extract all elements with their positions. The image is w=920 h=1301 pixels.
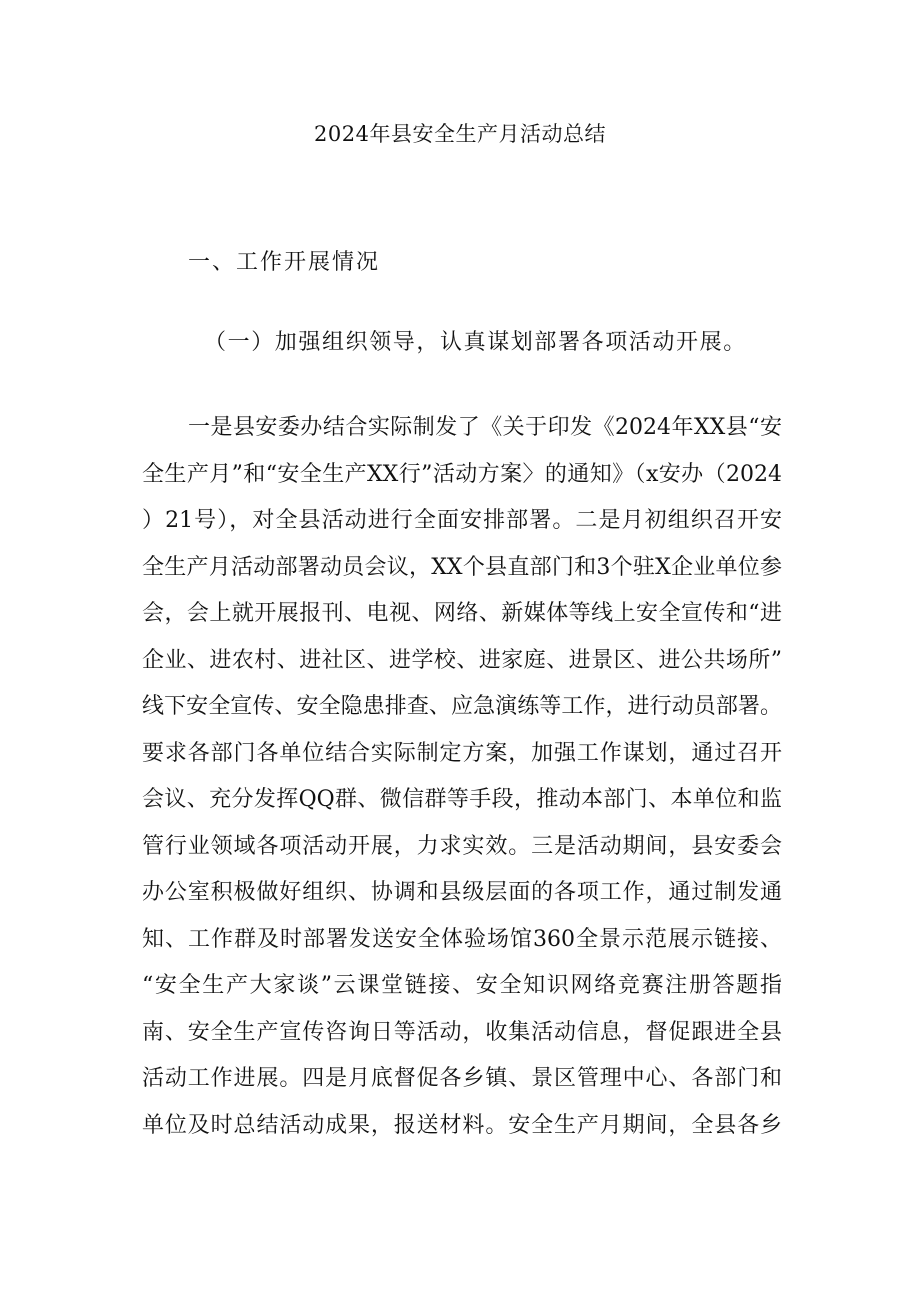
paragraph-line: “安全生产大家谈”云课堂链接、安全知识网络竞赛注册答题指 [142, 973, 782, 998]
paragraph-line: 线下安全宣传、安全隐患排查、应急演练等工作，进行动员部署。 [142, 694, 782, 719]
paragraph-line: 会议、充分发挥QQ群、微信群等手段，推动本部门、本单位和监 [142, 787, 782, 812]
paragraph-line: 全生产月活动部署动员会议，XX个县直部门和3个驻X企业单位参 [142, 554, 782, 580]
paragraph-line: 会，会上就开展报刊、电视、网络、新媒体等线上安全宣传和“进 [142, 601, 782, 626]
paragraph-line: 要求各部门各单位结合实际制定方案，加强工作谋划，通过召开 [142, 740, 782, 766]
paragraph-line: 管行业领域各项活动开展，力求实效。三是活动期间，县安委会 [142, 833, 782, 859]
paragraph-line: 全生产月”和“安全生产XX行”活动方案〉的通知》（x安办（2024 [142, 461, 782, 487]
subsection-heading: （一）加强组织领导，认真谋划部署各项活动开展。 [204, 330, 747, 355]
paragraph-line: 活动工作进展。四是月底督促各乡镇、景区管理中心、各部门和 [142, 1066, 782, 1091]
body-paragraph [142, 412, 782, 1156]
paragraph-line: 企业、进农村、进社区、进学校、进家庭、进景区、进公共场所” [142, 647, 782, 673]
paragraph-line: 知、工作群及时部署发送安全体验场馆360全景示范展示链接、 [142, 926, 782, 952]
paragraph-line: 南、安全生产宣传咨询日等活动，收集活动信息，督促跟进全县 [142, 1019, 782, 1045]
section-heading: 一、工作开展情况 [188, 250, 381, 275]
document-title: 2024年县安全生产月活动总结 [314, 122, 606, 146]
paragraph-line: 办公室积极做好组织、协调和县级层面的各项工作，通过制发通 [142, 880, 782, 905]
paragraph-line: ）21号），对全县活动进行全面安排部署。二是月初组织召开安 [142, 508, 782, 533]
paragraph-line: 单位及时总结活动成果，报送材料。安全生产月期间，全县各乡 [142, 1112, 782, 1138]
paragraph-line: 一是县安委办结合实际制发了《关于印发《2024年XX县“安 [188, 415, 782, 440]
